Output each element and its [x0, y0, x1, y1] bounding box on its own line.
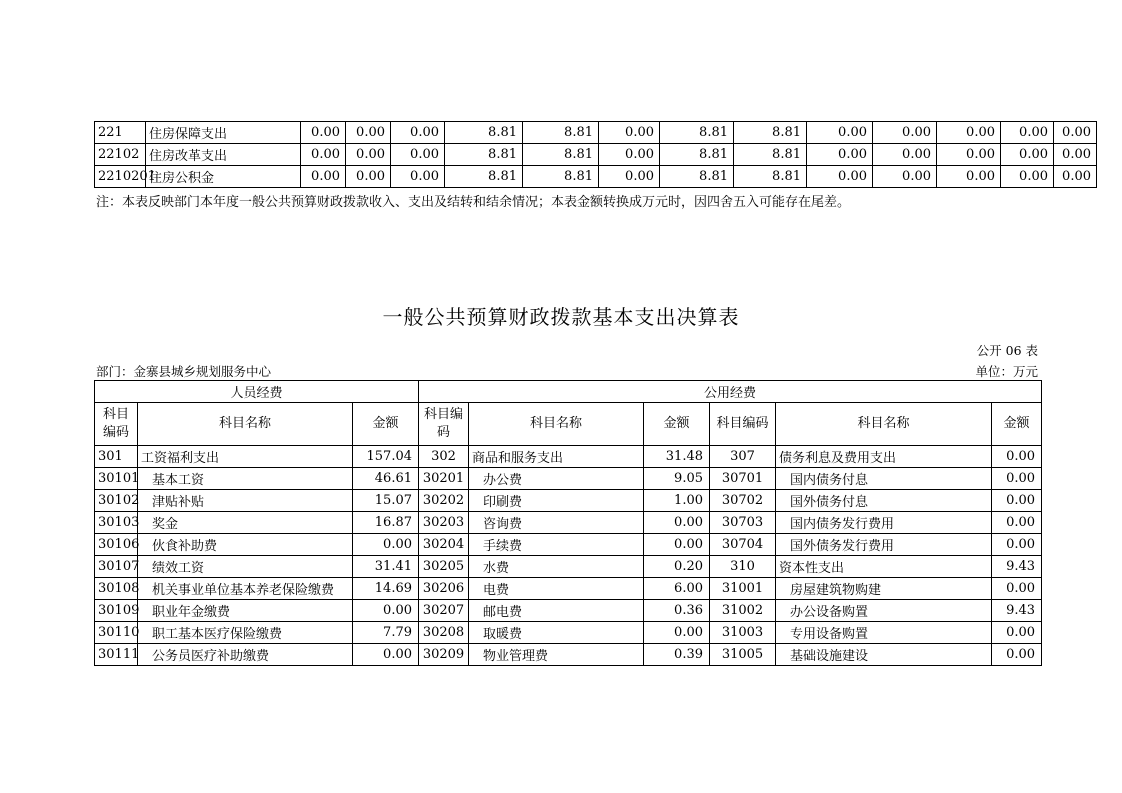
subject-name: 工资福利支出: [138, 446, 353, 468]
subject-name: 公务员医疗补助缴费: [138, 644, 353, 666]
subject-code: 22102: [95, 144, 146, 166]
amount-cell: 0.00: [807, 166, 873, 188]
amount-cell: 0.00: [644, 512, 710, 534]
amount-cell: 0.00: [599, 166, 660, 188]
amount-cell: 0.39: [644, 644, 710, 666]
subject-code: 31002: [710, 600, 776, 622]
subject-code: 31003: [710, 622, 776, 644]
col-header-amount-1: 金额: [353, 403, 419, 446]
amount-cell: 0.00: [992, 644, 1042, 666]
subject-code: 302: [419, 446, 469, 468]
subject-name: 国内债务发行费用: [776, 512, 992, 534]
amount-cell: 0.00: [1001, 144, 1054, 166]
subject-code: 301: [95, 446, 138, 468]
amount-cell: 0.00: [644, 622, 710, 644]
amount-cell: 0.00: [301, 144, 346, 166]
amount-cell: 0.00: [346, 144, 391, 166]
subject-name: 基础设施建设: [776, 644, 992, 666]
subject-name: 电费: [469, 578, 644, 600]
col-header-name-1: 科目名称: [138, 403, 353, 446]
subject-name: 物业管理费: [469, 644, 644, 666]
amount-cell: 0.00: [937, 166, 1001, 188]
subject-name: 住房保障支出: [146, 122, 301, 144]
subject-code: 30207: [419, 600, 469, 622]
subject-name: 水费: [469, 556, 644, 578]
col-header-amount-3: 金额: [992, 403, 1042, 446]
subject-name: 办公费: [469, 468, 644, 490]
subject-name: 基本工资: [138, 468, 353, 490]
amount-cell: 0.00: [992, 534, 1042, 556]
basic-expenditure-table: [94, 380, 1042, 666]
amount-cell: 9.05: [644, 468, 710, 490]
amount-cell: 0.00: [353, 600, 419, 622]
amount-cell: 0.00: [353, 644, 419, 666]
subject-name: 伙食补助费: [138, 534, 353, 556]
amount-cell: 8.81: [660, 122, 734, 144]
amount-cell: 9.43: [992, 600, 1042, 622]
subject-name: 职业年金缴费: [138, 600, 353, 622]
col-header-code-2: 科目编码: [419, 403, 469, 446]
subject-code: 30106: [95, 534, 138, 556]
amount-cell: 0.00: [599, 144, 660, 166]
table-note: 注：本表反映部门本年度一般公共预算财政拨款收入、支出及结转和结余情况；本表金额转换成万元时，因四舍五入可能存在尾差。: [96, 195, 851, 210]
subject-name: 津贴补贴: [138, 490, 353, 512]
amount-cell: 0.00: [346, 122, 391, 144]
subject-code: 30205: [419, 556, 469, 578]
amount-cell: 157.04: [353, 446, 419, 468]
amount-cell: 8.81: [660, 144, 734, 166]
group-header-row: [95, 381, 1042, 403]
subject-code: 30208: [419, 622, 469, 644]
subject-name: 国外债务付息: [776, 490, 992, 512]
subject-name: 奖金: [138, 512, 353, 534]
subject-name: 机关事业单位基本养老保险缴费: [138, 578, 353, 600]
subject-name: 邮电费: [469, 600, 644, 622]
subject-code: 30703: [710, 512, 776, 534]
col-header-name-3: 科目名称: [776, 403, 992, 446]
amount-cell: 8.81: [523, 122, 599, 144]
subject-code: 30111: [95, 644, 138, 666]
subject-code: 31005: [710, 644, 776, 666]
subject-code: 30701: [710, 468, 776, 490]
amount-cell: 0.00: [992, 512, 1042, 534]
amount-cell: 8.81: [523, 166, 599, 188]
amount-cell: 15.07: [353, 490, 419, 512]
amount-cell: 0.00: [353, 534, 419, 556]
table-row: [95, 468, 1042, 490]
amount-cell: 31.41: [353, 556, 419, 578]
amount-cell: 14.69: [353, 578, 419, 600]
amount-cell: 0.00: [937, 144, 1001, 166]
table-row: [95, 556, 1042, 578]
amount-cell: 0.00: [992, 446, 1042, 468]
amount-cell: 8.81: [523, 144, 599, 166]
table-row: [95, 144, 1097, 166]
table-row: [95, 490, 1042, 512]
department-label: 部门：金寨县城乡规划服务中心: [96, 364, 272, 379]
amount-cell: 0.00: [992, 578, 1042, 600]
amount-cell: 8.81: [734, 166, 807, 188]
amount-cell: 0.00: [301, 122, 346, 144]
form-number: 公开 06 表: [976, 343, 1038, 358]
table-row: [95, 534, 1042, 556]
subject-name: 咨询费: [469, 512, 644, 534]
subject-name: 商品和服务支出: [469, 446, 644, 468]
amount-cell: 0.00: [1001, 122, 1054, 144]
amount-cell: 8.81: [734, 122, 807, 144]
amount-cell: 0.00: [992, 468, 1042, 490]
table-row: [95, 578, 1042, 600]
group-public-header: 公用经费: [419, 381, 1042, 403]
subject-code: 30109: [95, 600, 138, 622]
amount-cell: 0.00: [301, 166, 346, 188]
subject-code: 30202: [419, 490, 469, 512]
amount-cell: 0.00: [1001, 166, 1054, 188]
subject-code: 310: [710, 556, 776, 578]
subject-name: 国内债务付息: [776, 468, 992, 490]
subject-code: 30110: [95, 622, 138, 644]
subject-code: 30102: [95, 490, 138, 512]
subject-name: 职工基本医疗保险缴费: [138, 622, 353, 644]
subject-code: 30209: [419, 644, 469, 666]
amount-cell: 0.00: [992, 622, 1042, 644]
subject-name: 房屋建筑物购建: [776, 578, 992, 600]
subject-code: 2210201: [95, 166, 146, 188]
amount-cell: 46.61: [353, 468, 419, 490]
group-personnel-header: 人员经费: [95, 381, 419, 403]
amount-cell: 8.81: [445, 166, 523, 188]
subject-name: 债务利息及费用支出: [776, 446, 992, 468]
subject-name: 绩效工资: [138, 556, 353, 578]
subject-code: 30704: [710, 534, 776, 556]
subject-name: 资本性支出: [776, 556, 992, 578]
col-header-code-1: 科目编码: [95, 403, 138, 446]
col-header-amount-2: 金额: [644, 403, 710, 446]
amount-cell: 9.43: [992, 556, 1042, 578]
subject-code: 30201: [419, 468, 469, 490]
amount-cell: 0.00: [873, 122, 937, 144]
subject-name: 国外债务发行费用: [776, 534, 992, 556]
subject-code: 30702: [710, 490, 776, 512]
subject-code: 30204: [419, 534, 469, 556]
amount-cell: 31.48: [644, 446, 710, 468]
table-row: [95, 122, 1097, 144]
table-row: [95, 600, 1042, 622]
subject-code: 30101: [95, 468, 138, 490]
table-row: [95, 446, 1042, 468]
amount-cell: 0.00: [1054, 122, 1097, 144]
subject-name: 办公设备购置: [776, 600, 992, 622]
subject-name: 住房公积金: [146, 166, 301, 188]
budget-summary-table-continued: [94, 121, 1097, 188]
subject-code: 30107: [95, 556, 138, 578]
subject-code: 30206: [419, 578, 469, 600]
amount-cell: 0.00: [873, 166, 937, 188]
amount-cell: 0.00: [391, 144, 445, 166]
amount-cell: 0.00: [644, 534, 710, 556]
amount-cell: 1.00: [644, 490, 710, 512]
amount-cell: 8.81: [445, 144, 523, 166]
amount-cell: 0.00: [1054, 144, 1097, 166]
table-row: [95, 166, 1097, 188]
subject-name: 取暖费: [469, 622, 644, 644]
table-row: [95, 644, 1042, 666]
col-header-code-3: 科目编码: [710, 403, 776, 446]
subject-code: 30203: [419, 512, 469, 534]
subject-name: 手续费: [469, 534, 644, 556]
amount-cell: 0.00: [937, 122, 1001, 144]
subject-name: 专用设备购置: [776, 622, 992, 644]
amount-cell: 0.00: [992, 490, 1042, 512]
amount-cell: 0.00: [807, 122, 873, 144]
subject-code: 221: [95, 122, 146, 144]
amount-cell: 0.00: [873, 144, 937, 166]
amount-cell: 7.79: [353, 622, 419, 644]
table-row: [95, 512, 1042, 534]
subject-code: 30108: [95, 578, 138, 600]
subject-name: 住房改革支出: [146, 144, 301, 166]
amount-cell: 0.00: [346, 166, 391, 188]
amount-cell: 0.00: [807, 144, 873, 166]
column-header-row: [95, 403, 1042, 446]
amount-cell: 0.00: [391, 122, 445, 144]
subject-code: 31001: [710, 578, 776, 600]
amount-cell: 0.36: [644, 600, 710, 622]
amount-cell: 0.20: [644, 556, 710, 578]
amount-cell: 0.00: [1054, 166, 1097, 188]
subject-name: 印刷费: [469, 490, 644, 512]
col-header-name-2: 科目名称: [469, 403, 644, 446]
amount-cell: 8.81: [445, 122, 523, 144]
table-row: [95, 622, 1042, 644]
amount-cell: 0.00: [391, 166, 445, 188]
subject-code: 30103: [95, 512, 138, 534]
page-title: 一般公共预算财政拨款基本支出决算表: [382, 305, 740, 329]
amount-cell: 8.81: [734, 144, 807, 166]
subject-code: 307: [710, 446, 776, 468]
amount-cell: 0.00: [599, 122, 660, 144]
amount-cell: 6.00: [644, 578, 710, 600]
unit-label: 单位：万元: [975, 364, 1038, 379]
amount-cell: 16.87: [353, 512, 419, 534]
amount-cell: 8.81: [660, 166, 734, 188]
